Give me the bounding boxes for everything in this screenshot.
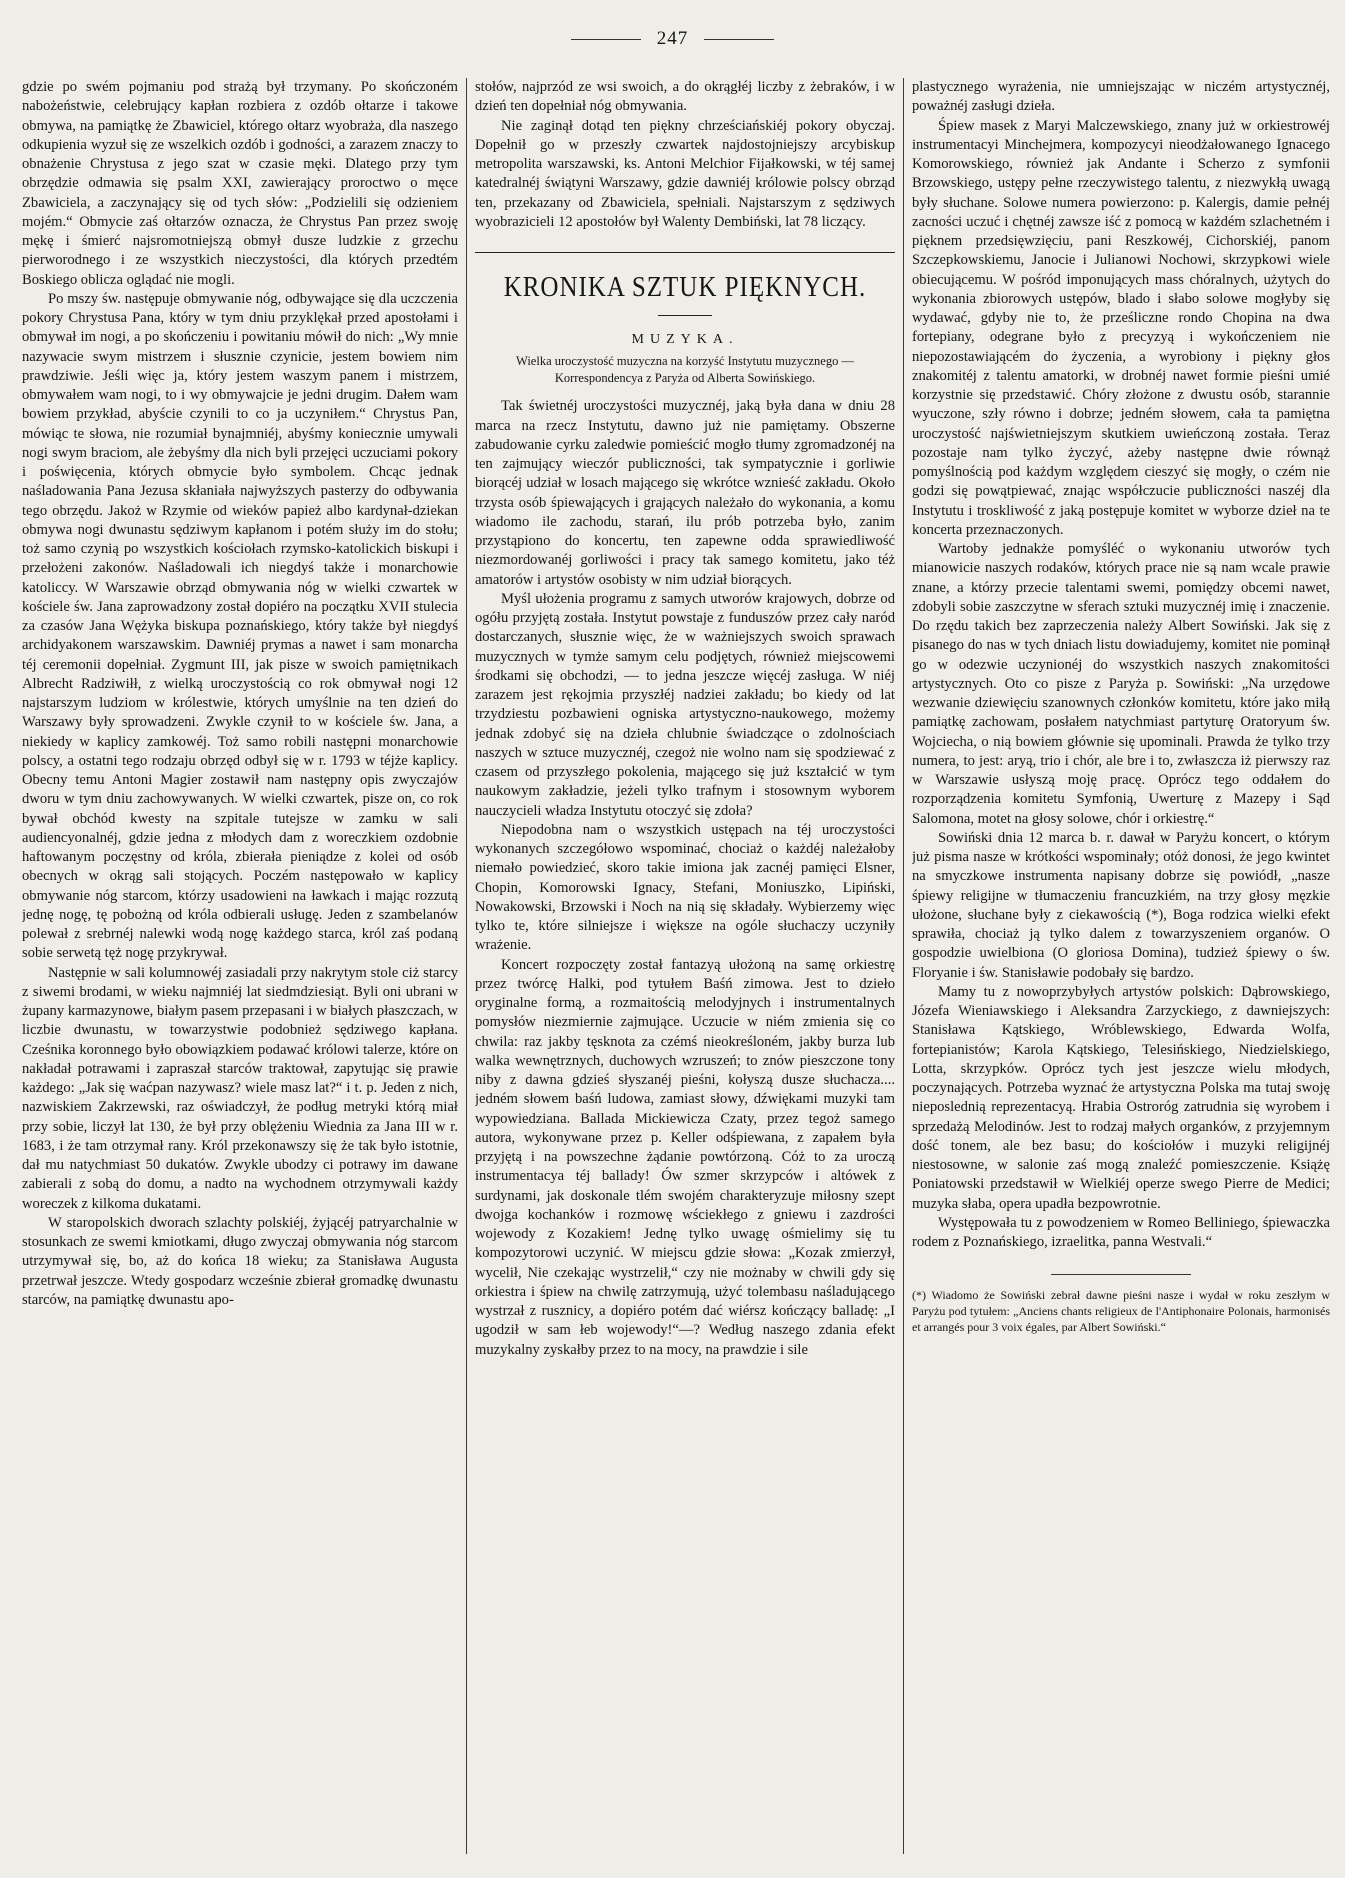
title-rule (658, 315, 712, 316)
subsection-title: MUZYKA. (631, 332, 739, 347)
paragraph: Nie zaginął dotąd ten piękny chrześciańskiéj pokory obyczaj. Dopełnił go w przeszły czwartek najdostojniejszy arcybiskup metropolita warszawski, ks. Antoni Melchior Fijałkowski, w téj samej katedralnéj świątyni Warszawy, gdzie dawniéj królowie polscy obrząd ten, przekazany od Zbawiciela, spełniali. Najstarszym z sędziwych wyobrazicieli 12 apostołów był Walenty Dembiński, lat 78 liczący. (475, 117, 895, 230)
paragraph: W staropolskich dworach szlachty polskiéj, żyjącéj patryarchalnie w stosunkach ze swemi kmiotkami, długo zwyczaj obmywania nóg starcom utrzymywał się, bo, aż do końca 18 wieku; za Stanisława Augusta przetrwał jeszcze. Wtedy gospodarz wcześnie zbierał gromadkę dwunastu starców, na pamiątkę dwunastu apo- (22, 1214, 458, 1308)
paragraph: Sowiński dnia 12 marca b. r. dawał w Paryżu koncert, o którym już pisma nasze w krótkości wspominały; otóż donosi, że jego kwintet na smyczkowe instrumenta napisany dobrze się powiódł, „nasze śpiewy religijne w tłumaczeniu francuzkiém, na trzy głosy męzkie ułożone, słuchane były z ciekawością (*), Boga rodzica wielki efekt sprawiła, chociaż ją tylko dalem z towarzyszeniem organów. O gospodzie uwielbiona (O gloriosa Domina), tudzież śpiewy o św. Floryanie i św. Stanisławie podobały się bardzo. (912, 829, 1330, 981)
paragraph: Występowała tu z powodzeniem w Romeo Belliniego, śpiewaczka rodem z Poznańskiego, izraelitka, panna Westvali.“ (912, 1214, 1330, 1250)
paragraph: Śpiew masek z Maryi Malczewskiego, znany już w orkiestrowéj instrumentacyi Minchejmera, kompozycyi nieodżałowanego Ignacego Komorowskiego, również jak Andante i Scherzo z symfonii Brzowskiego, ustępy pełne rzeczywistego talentu, z niezwykłą uwagą były słuchane. Solowe numera powierzono: p. Kalergis, damie pełnéj zacności uczuć i chętnéj zawsze iść z pomocą w każdém szlachetném i pięknem przedsięwzięciu, pani Reszkowéj, Cichorskiéj, panom Szczepkowskiemu, Janocie i Julianowi Nochowi, skrzypkowi wiele obiecującemu. W pośród imponujących mass chóralnych, użytych do wykonania zbiorowych ustępów, blado i słabo solowe mogłyby się wydawać, gdyby nie to, że prześliczne rondo Chopina na dwa fortepiany, odegrane było z precyzyą i wykończeniem nie niepozostawiającém do życzenia, a wyrobiony i piękny głos znakomitéj z talentu amatorki, w drobnéj nawet formie pieśni umié korzystnie się przedstawić. Chóry złożone z dwustu osób, starannie wyuczone, szły równo i dobrze; jedném słowem, cała ta pamiętna uroczystość najświetniejszym skutkiem uwieńczoną została. Teraz pozostaje nam tylko życzyć, ażeby następne dwie równąż pomyślnością pod każdym względem cieszyć się mogły, o czém nie godzi się powątpiewać, znając współczucie publiczności naszéj dla Instytutu i troskliwość z jaką postępuje komitet w wyborze dzieł na te koncerta przeznaczonych. (912, 117, 1330, 538)
article-subheading: Wielka uroczystość muzyczna na korzyść Instytutu muzycznego — Korrespondencya z Paryża od Alberta Sowińskiego. (516, 354, 854, 386)
column-divider (903, 78, 904, 1854)
section-title: KRONIKA SZTUK PIĘKNYCH. (503, 271, 867, 303)
section-divider (475, 252, 895, 253)
column-divider (466, 78, 467, 1854)
header-rule-right (704, 39, 774, 40)
column-left (22, 78, 458, 1854)
paragraph: plastycznego wyrażenia, nie umniejszając w niczém artystycznéj, poważnéj zasługi dzieła. (912, 79, 1330, 115)
paragraph: Wartoby jednakże pomyśléć o wykonaniu utworów tych mianowicie naszych rodaków, których prace nie są nam wcale prawie znane, a którzy przecie talentami swemi, pomiędzy obcemi nawet, zdobyli sobie zaszczytne w sferach sztuki muzycznéj imię i znaczenie. Do rzędu takich bez zaprzeczenia należy Albert Sowiński. Jak się z pisanego do nas w tych dniach listu dowiadujemy, komitet nie pominął go w odezwie uczynionéj do wszystkich naszych znakomitości artystycznych. Oto co pisze z Paryża p. Sowiński: „Na urzędowe wezwanie dziewięciu szanownych członków komitetu, które jako miłą pamiątkę zachowam, posłałem natychmiast partyturę Oratoryum św. Wojciecha, o nią bowiem głównie się upominali. Prawda że tylko trzy numera, to jest: aryą, trio i chór, ale bre i to, zwłaszcza iż pierwszy raz w Warszawie usłyszą moję pracę. Oprócz tego oddałem do rozporządzenia komitetu Symfonią, Uwerturę z Mazepy i Sąd Salomona, motet na głosy solowe, chór i orkiestrę.“ (912, 541, 1330, 827)
column-middle (475, 78, 895, 1854)
paragraph: gdzie po swém pojmaniu pod strażą był trzymany. Po skończoném nabożeństwie, celebrujący kapłan rozbiera z ozdób ołtarze i takowe obmywa, na pamiątkę że Zbawiciel, którego ołtarz wyobraża, dla naszego odkupienia wyzuł się ze wszelkich ozdób i godności, a zarazem znaczy to obnażenie Chrystusa z jego szat w czasie męki. Dlatego przy tym obrzędzie odmawia się psalm XXI, zawierający proroctwo o męce Zbawiciela, a zaczynający się od tych słów: „Podzielili się odzieniem mojém.“ Obmycie zaś ołtarzów oznacza, że Chrystus Pan przez swoję mękę i śmierć najsromotniejszą obmył dusze ludzkie z grzechu pierworodnego i ze wszystkich nieczystości, dla których przedtém Boskiego oblicza oglądać nie mogli. (22, 79, 458, 288)
footnote: (*) Wiadomo że Sowiński zebrał dawne pieśni nasze i wydał w roku zeszłym w Paryżu pod tytułem: „Anciens chants religieux de l'Antiphonaire Polonais, harmonisés et arrangés pour 3 voix égales, par Albert Sowiński.“ (912, 1288, 1330, 1335)
paragraph: Niepodobna nam o wszystkich ustępach na téj uroczystości wykonanych szczegółowo wspominać, chociaż o każdéj należałoby niemało powiedzieć, skoro takie imiona jak zacnéj pamięci Elsner, Chopin, Komorowski Ignacy, Stefani, Moniuszko, Lipiński, Nowakowski, Brzowski i Noch na nią się składały. Wybierzemy więc tylko te, które silniejsze i większe na ogóle słuchaczy uczyniły wrażenie. (475, 821, 895, 954)
paragraph: Koncert rozpoczęty został fantazyą ułożoną na samę orkiestrę przez twórcę Halki, pod tytułem Baśń zimowa. Jest to dzieło oryginalne formą, a rozmaitością melodyjnych i instrumentalnych pomysłów niezmiernie zajmujące. Uczucie w niém zmienia się co chwila: raz jakby tęsknota za czémś nieokreśloném, jakby burza lub walka wewnętrznych, duchowych wzruszeń; to znów pieszczone tony niby z dawna gdzieś słyszanéj pieśni, kołyszą dusze słuchacza.... jedném słowem baśń ludowa, zamiast słowy, dźwiękami muzyki tam wypowiedziana. Ballada Mickiewicza Czaty, przez tegoż samego autora, wykonywane przez p. Keller odśpiewana, z zapałem była przyjętą i na powszechne żądanie powtórzoną. Cóż to za uroczą instrumentacya téj ballady! Ów szmer skrzypców i altówek z surdynami, jak doskonale tlém swojém charakteryzuje miłosny szept dwojga kochanków i rozmowę wściekłego z gniewu i zazdrości wojewody z Kozakiem! Jednę tylko uwagę ośmielimy się tu kompozytorowi uczynić. W miejscu gdzie słowa: „Kozak zmierzył, wycelił, Nie czekając wystrzelił,“ czy nie możnaby w chwili gdy się orkiestra i śpiew na chwilę zatrzymują, użyć tolembasu naśladującego wystrzał z rusznicy, a dopiéro potém dać wiérsz kończący balladę: „I ugodził w sam łeb wojewody!“—? Według naszego zdania efekt muzykalny zyskałby przez to na mocy, na prawdzie i sile (475, 956, 895, 1358)
header-rule-left (571, 39, 641, 40)
paragraph: Mamy tu z nowoprzybyłych artystów polskich: Dąbrowskiego, Józefa Wieniawskiego i Aleksandra Zarzyckiego, z dawniejszych: Stanisława Kątskiego, Wróblewskiego, Edwarda Wolfa, fortepianistów; Karola Kątskiego, Telesińskiego, Niedzielskiego, Lotta, skrzypków. Oprócz tych jest jeszcze wielu młodych, poczynających. Potrzeba wyznać że artystyczna Polska ma tutaj swoję nieposlednią reprezentacyą. Hrabia Ostroróg zatrudnia się wyrobem i sprzedażą Melodinów. Jest to rodzaj małych organków, z przyjemnym dość tonem, ale bez basu; do kościołów i muzyki religijnéj niestosowne, w salonie zaś mogą znaleźć pomieszczenie. Książę Poniatowski przedstawił w Wielkiéj operze swego Pierre de Medici; muzyka słaba, opera upadła bezpowrotnie. (912, 983, 1330, 1212)
page-header (0, 28, 1345, 58)
paragraph: Tak świetnéj uroczystości muzycznéj, jaką była dana w dniu 28 marca na rzecz Instytutu, dawno już nie pamiętamy. Obszerne zabudowanie cyrku zaledwie pomieścić mogło tłumy zgromadzonéj na ten zajmujący wieczór publiczności, tak sympatycznie i gorliwie biorącéj udział w losach mającego się wkrótce wznieść zakładu. Około trzysta osób śpiewających i grających należało do wykonania, a komu wiadomo ile zachodu, starań, ilu prób potrzeba było, zanim przystąpiono do koncertu, ten zapewne odda sprawiedliwość niezmordowanéj gorliwości i pracy tak samego komitetu, jako téż amatorów i artystów osobisty w nim udział biorących. (475, 398, 895, 588)
paragraph: Myśl ułożenia programu z samych utworów krajowych, dobrze od ogółu przyjętą została. Instytut powstaje z funduszów przez cały naród dostarczanych, słusznie więc, że w ważniejszych swoich sprawach muzycznych w tymże samym celu podjętych, również miejscowemi środkami się obchodzi, — to jedna jeszcze więcéj zasługa. W niéj zarazem jest rękojmia przyszłéj nadziei zakładu; bo kiedy od lat trzydziestu pozbawieni ogniska artystyczno-naukowego, możemy jednak zdobyć się na dzieła chlubnie świadczące o zdolnościach naszych w sztuce muzycznéj, czegoż nie wolno nam się spodziewać z czasem od przyszłego pokolenia, mającego się już kształcić w tym naukowym zakładzie, jeżeli tylko trafnym i stosownym wyborem nauczycieli władza Instytutu otoczyć się zdoła? (475, 590, 895, 819)
paragraph: Następnie w sali kolumnowéj zasiadali przy nakrytym stole ciż starcy z siwemi brodami, w wieku najmniéj lat siedmdziesiąt. Byli oni ubrani w żupany karmazynowe, białym pasem przepasani i w białych płaszczach, w liczbie dwunastu, w towarzystwie podobnież sędziwego kapłana. Cześnika koronnego było obowiązkiem podawać królowi talerze, które on nakładał potrawami i zapraszał starców traktował, zapytując się prawie każdego: „Jak się waćpan nazywasz? wiele masz lat?“ i t. p. Jeden z nich, nazwiskiem Zakrzewski, raz oświadczył, że podług metryki którą miał przy sobie, liczył lat 130, że był przy oblężeniu Wiednia za Jana III w r. 1683, i że tam otrzymał rany. Król przekonawszy się że tak było istotnie, dał mu natychmiast 50 dukatów. Zwykle ubodzy ci potrawy im dawane zabierali z sobą do domu, a nadto na wychodnem otrzymywali każdy woreczek z kilkoma dukatami. (22, 964, 458, 1212)
footnote-rule (1051, 1274, 1191, 1275)
page-number: 247 (656, 28, 689, 49)
paragraph: stołów, najprzód ze wsi swoich, a do okrągłéj liczby z żebraków, i w dzień ten dopełniał nóg obmywania. (475, 79, 895, 115)
column-right (912, 78, 1330, 1854)
paragraph: Po mszy św. następuje obmywanie nóg, odbywające się dla uczczenia pokory Chrystusa Pana, który w tym dniu przyklękał przed apostołami i obmywał im nogi, a po skończeniu i powitaniu mówił do nich: „Wy mnie nazywacie swym mistrzem i słusznie czynicie, jestem bowiem nim prawdziwie. Jeśli więc ja, który jestem waszym panem i mistrzem, obmywałem wam nogi, to i wy obmywajcie je jedni drugim. Dałem wam bowiem przykład, abyście czynili to co ja uczyniłem.“ Chrystus Pan, mówiąc te słowa, nie rozumiał bynajmniéj, abyśmy koniecznie umywali nogi swym braciom, ale żebyśmy dla nich byli przejęci uczuciami pokory i poświęcenia, których obmycie było symbolem. Chcąc jednak naśladowania Pana Jezusa skłaniała najwyższych pasterzy do odbywania tego obrzędu. Jakoż w Rzymie od wieków papież albo kardynał-dziekan obmywa nogi dwunastu sędziwym kapłanom i potém służy im do stołu; toż samo czynią po wszystkich kościołach rzymsko-katolickich biskupi i przełożeni zakonów. Naśladowali ich niegdyś także i monarchowie katoliccy. W Warszawie obrząd obmywania nóg w wielki czwartek w kościele św. Jana zaprowadzony został dopiéro na początku XVII stulecia za czasów Jana Wężyka biskupa poznańskiego, który także był niegdyś archidyakonem warszawskim. Dawniéj prymas a nawet i sam monarcha téj ceremonii dopełniał. Zygmunt III, jak pisze w swoich pamiętnikach Albrecht Radziwiłł, z wielką uroczystością co rok obmywał nogi 12 najstarszym ludziom w królestwie, których umyślnie na ten dzień do Warszawy były sprowadzeni. Zwykle czynił to w kościele św. Jana, a niekiedy w kaplicy zamkowéj. Toż samo robili następni monarchowie polscy, a ostatni tego rodzaju obrzęd odbył się w r. 1793 w téjże kaplicy. Obecny temu Antoni Magier zostawił nam następny opis zwyczajów dworu w tym dniu zachowywanych. W wielki czwartek, pisze on, co rok bywał obchód kwesty na szpitale tutejsze w zamku w sali audiencyonalnéj, gdzie jedna z młodych dam z woreczkiem ozdobnie haftowanym poczęstny od króla, zbierała pieniądze z kolei od osób obecnych w okrąg sali stojących. Poczém następowało w kaplicy obmywanie nóg starcom, którzy usadowieni na ławkach i mając rozzutą jednę nogę, tę pobożną od króla odbierali usługę. Jeden z szambelanów polewał z srebrnéj nalewki wodą nogę każdego starca, król zaś podaną sobie serwetą tęż nogę przykrywał. (22, 290, 458, 962)
